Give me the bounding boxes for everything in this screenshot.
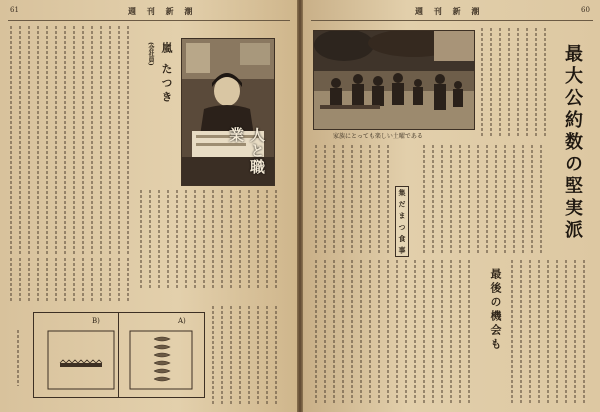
family-photo-image <box>314 31 474 129</box>
right-top-text-block <box>479 28 555 138</box>
right-middle-text-block <box>313 145 545 253</box>
section-title: 集 だ ま つ 食 事 <box>395 186 409 257</box>
right-page-number: 60 <box>581 6 590 14</box>
right-lower-text-block <box>313 260 481 404</box>
feature-title: 人と職業 <box>227 127 266 175</box>
right-bottom-right-text <box>509 260 593 404</box>
person-name: 嵐 たつき <box>160 42 173 105</box>
right-page <box>303 0 600 412</box>
figure-drawing <box>38 327 200 393</box>
right-running-head: 週 刊 新 潮 <box>415 6 484 16</box>
right-header-rule <box>311 20 593 21</box>
left-running-head: 週 刊 新 潮 <box>128 6 197 16</box>
figure-label-b: B) <box>92 317 100 325</box>
figure-label-a: A) <box>178 317 186 325</box>
left-page <box>0 0 297 412</box>
left-header-rule <box>8 20 290 21</box>
left-margin-note <box>14 330 22 386</box>
article-headline: 最大公約数の堅実派 <box>562 44 583 242</box>
family-photo <box>313 30 475 130</box>
left-mid-text-block <box>8 258 133 302</box>
family-photo-caption: 家族にとっても楽しい土曜である <box>333 133 423 140</box>
person-prefix: (会社員) <box>147 42 154 66</box>
left-bottom-right-text <box>210 306 290 404</box>
portrait-photo <box>181 38 275 186</box>
article-subheadline: 最後の機会も <box>489 268 502 352</box>
left-page-number: 61 <box>10 6 19 14</box>
illustration-figure <box>33 312 205 398</box>
